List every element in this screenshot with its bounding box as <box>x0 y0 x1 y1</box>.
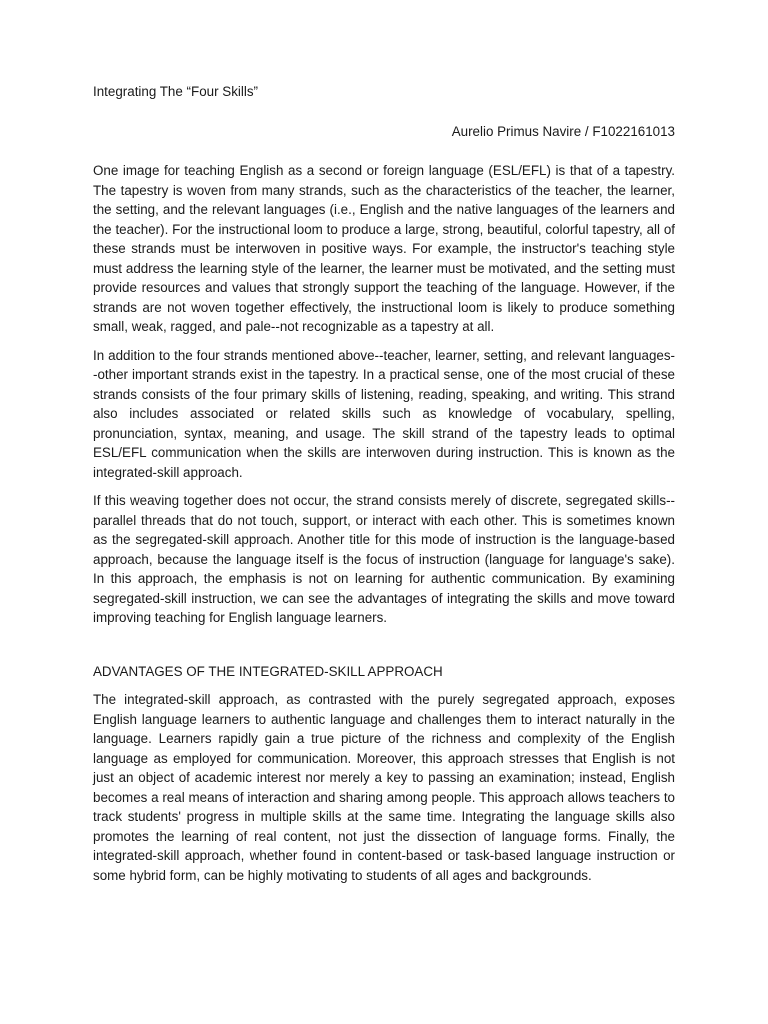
author-line: Aurelio Primus Navire / F1022161013 <box>451 123 675 139</box>
paragraph-2: In addition to the four strands mentioned above--teacher, learner, setting, and relevant languages--other important strands exist in the tapestry. In a practical sense, one of the most crucial of these strands consists of the four primary skills of listening, reading, speaking, and writing. This strand also includes associated or related skills such as knowledge of vocabulary, spelling, pronunciation, syntax, meaning, and usage. The skill strand of the tapestry leads to optimal ESL/EFL communication when the skills are interwoven during instruction. This is known as the integrated-skill approach. <box>93 347 675 480</box>
document-title: Integrating The “Four Skills” <box>93 84 258 99</box>
paragraph-1: One image for teaching English as a second or foreign language (ESL/EFL) is that of a tapestry. The tapestry is woven from many strands, such as the characteristics of the teacher, the learner, the setting, and the relevant languages (i.e., English and the native languages of the learners and the teacher). For the instructional loom to produce a large, strong, beautiful, colorful tapestry, all of these strands must be interwoven in positive ways. For example, the instructor's teaching style must address the learning style of the learner, the learner must be motivated, and the setting must provide resources and values that strongly support the teaching of the language. However, if the strands are not woven together effectively, the instructional loom is likely to produce something small, weak, ragged, and pale--not recognizable as a tapestry at all. <box>93 163 675 334</box>
paragraph-3: If this weaving together does not occur, the strand consists merely of discrete, segregated skills--parallel threads that do not touch, support, or interact with each other. This is sometimes known as the segregated-skill approach. Another title for this mode of instruction is the language-based approach, because the language itself is the focus of instruction (language for language's sake). In this approach, the emphasis is not on learning for authentic communication. By examining segregated-skill instruction, we can see the advantages of integrating the skills and move toward improving teaching for English language learners. <box>93 493 675 625</box>
section-paragraph: The integrated-skill approach, as contrasted with the purely segregated approach, exposes English language learners to authentic language and challenges them to interact naturally in the language. Learners rapidly gain a true picture of the richness and complexity of the English language as employed for communication. Moreover, this approach stresses that English is not just an object of academic interest nor merely a key to passing an examination; instead, English becomes a real means of interaction and sharing among people. This approach allows teachers to track students' progress in multiple skills at the same time. Integrating the language skills also promotes the learning of real content, not just the dissection of language forms. Finally, the integrated-skill approach, whether found in content-based or task-based language instruction or some hybrid form, can be highly motivating to students of all ages and backgrounds. <box>93 692 675 883</box>
document-page <box>93 82 675 885</box>
section-heading: ADVANTAGES OF THE INTEGRATED-SKILL APPROACH <box>93 663 443 679</box>
